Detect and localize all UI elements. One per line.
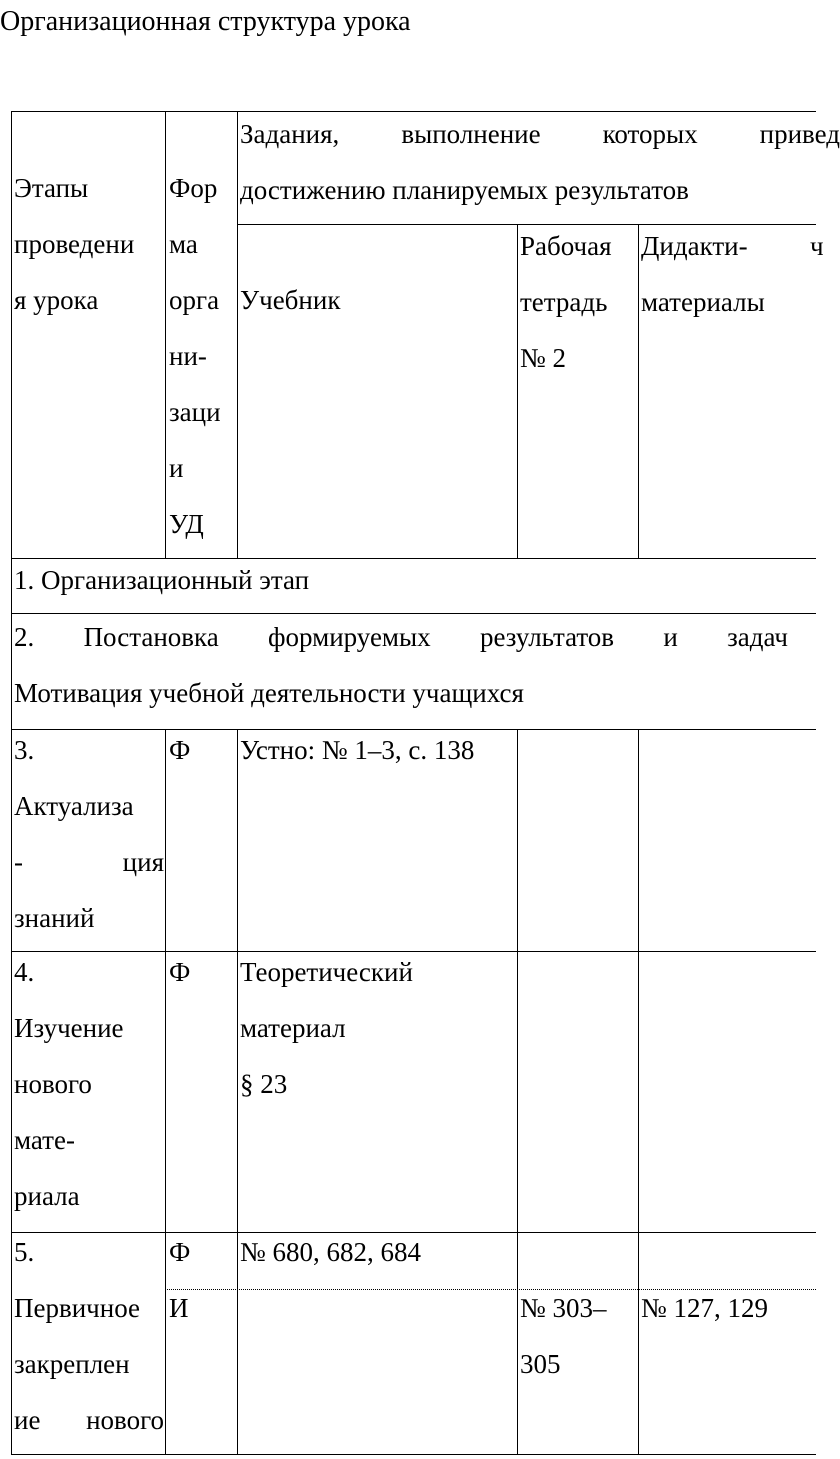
column-divider (638, 729, 639, 1455)
column-divider (237, 111, 238, 558)
header-tasks-line2: достижению планируемых результатов (240, 175, 689, 205)
header-didactic: Дидакти- материалы (641, 231, 765, 317)
stage-3-textbook: Устно: № 1–3, с. 138 (240, 735, 475, 765)
header-stages: Этапы проведени я урока (14, 173, 135, 315)
stage-1-label: 1. Организационный этап (14, 565, 310, 595)
header-tasks: Задания, выполнение которых привед (240, 119, 840, 149)
stage-2-label: 2. Постановка формируемых результатов и задач (14, 622, 788, 652)
stage-5-textbook-a: № 680, 682, 684 (240, 1237, 422, 1267)
page-title: Организационная структура урока (0, 6, 411, 37)
stage-4-textbook: Теоретический материал § 23 (240, 957, 413, 1099)
header-didactic-tail: ч (810, 231, 824, 261)
column-divider (517, 729, 518, 1455)
column-divider (638, 224, 639, 558)
stage-5-name: 5. Первичное закреплен ие нового (14, 1237, 164, 1435)
header-workbook: Рабочая тетрадь № 2 (520, 231, 612, 373)
stage-5-form-a: Ф (169, 1237, 191, 1267)
table-border-left (11, 111, 12, 1455)
stage-2-label-line2: Мотивация учебной деятельности учащихся (14, 678, 524, 708)
column-divider (237, 729, 238, 1455)
header-textbook: Учебник (240, 285, 341, 315)
column-divider (165, 729, 166, 1455)
table-border-bottom (11, 1454, 816, 1455)
stage-5-didactic-b: № 127, 129 (641, 1293, 769, 1323)
stage-4-form: Ф (169, 957, 191, 987)
row-divider (11, 951, 816, 952)
column-divider (165, 111, 166, 558)
stage-5-form-b: И (169, 1293, 189, 1323)
stage-5-workbook-b: № 303– 305 (520, 1293, 607, 1379)
stage-3-name: 3. Актуализа - ция знаний (14, 735, 164, 933)
stage-3-form: Ф (169, 735, 191, 765)
column-divider (517, 224, 518, 558)
header-form: Фор ма орга ни- заци и УД (169, 173, 221, 539)
stage-4-name: 4. Изучение нового мате- риала (14, 957, 124, 1211)
